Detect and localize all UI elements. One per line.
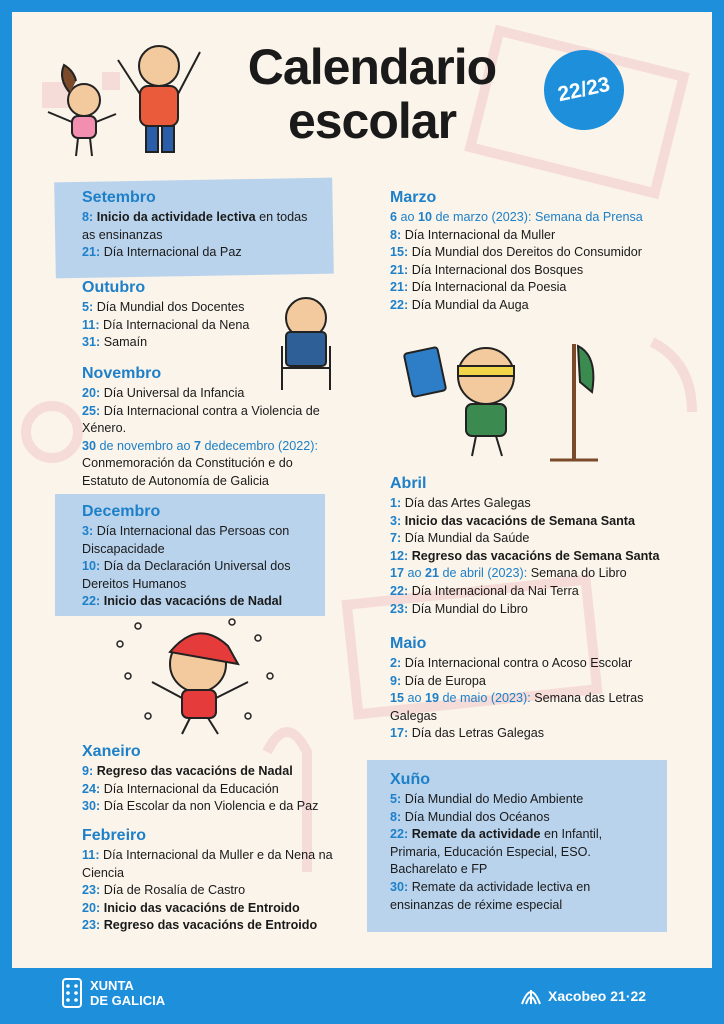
- xaneiro-section: [82, 742, 342, 816]
- xaneiro-heading: Xaneiro: [82, 743, 141, 760]
- abril-section: [390, 474, 680, 618]
- abril-row: 3: Inicio das vacacións de Semana Santa: [390, 513, 635, 528]
- outubro-heading: Outubro: [82, 279, 146, 296]
- xuno-row: 5: Día Mundial do Medio Ambiente: [390, 792, 584, 806]
- abril-row: 22: Día Internacional da Nai Terra: [390, 583, 579, 598]
- xaneiro-row: 9: Regreso das vacacións de Nadal: [82, 764, 293, 778]
- decembro-section: [82, 502, 314, 611]
- abril-row: 7: Día Mundial da Saúde: [390, 531, 530, 546]
- coat-rack-kid-illustration: [400, 324, 620, 464]
- setembro-row: 8: Inicio da actividade lectiva en todas as ensinanzas: [82, 210, 308, 242]
- decembro-heading: Decembro: [82, 503, 161, 520]
- febreiro-heading: Febreiro: [82, 827, 147, 844]
- febreiro-row: 20: Inicio das vacacións de Entroido: [82, 900, 300, 915]
- school-year-badge: 22/23: [537, 43, 632, 138]
- xunta-logo-line-1: XUNTA: [90, 978, 134, 993]
- xuno-row: 8: Día Mundial dos Océanos: [390, 809, 550, 824]
- xuno-section: [390, 770, 652, 914]
- outubro-section: [82, 278, 282, 352]
- decembro-row: 3: Día Internacional das Persoas con Discapacidade: [82, 524, 290, 556]
- xunta-logo[interactable]: [62, 978, 165, 1008]
- xacobeo-label: Xacobeo 21·22: [548, 988, 647, 1004]
- marzo-row: 8: Día Internacional da Muller: [390, 227, 556, 242]
- maio-row: 9: Día de Europa: [390, 673, 486, 688]
- abril-heading: Abril: [390, 475, 427, 492]
- marzo-row: 21: Día Internacional da Poesia: [390, 280, 567, 295]
- novembro-section: [82, 364, 334, 491]
- abril-row: 1: Día das Artes Galegas: [390, 496, 531, 510]
- novembro-row: 20: Día Universal da Infancia: [82, 386, 245, 400]
- decembro-row: 10: Día da Declaración Universal dos Dereitos Humanos: [82, 559, 291, 591]
- abril-row: 23: Día Mundial do Libro: [390, 601, 528, 616]
- maio-row: 17: Día das Letras Galegas: [390, 726, 545, 741]
- title-line-2: escolar: [287, 93, 457, 149]
- febreiro-row: 23: Día de Rosalía de Castro: [82, 883, 246, 898]
- outubro-row: 11: Día Internacional da Nena: [82, 317, 250, 332]
- febreiro-section: [82, 826, 342, 935]
- maio-section: [390, 634, 680, 743]
- xaneiro-row: 30: Día Escolar da non Violencia e da Paz: [82, 799, 319, 814]
- santa-hat-kid-illustration: [108, 616, 278, 736]
- xuno-row: 30: Remate da actividade lectiva en ensinanzas de réxime especial: [390, 879, 591, 912]
- novembro-range-row: 30 de novembro ao 7 dedecembro (2022): Conmemoración da Constitución e do Estatuto de Autonomía de Galicia: [82, 438, 318, 488]
- xaneiro-row: 24: Día Internacional da Educación: [82, 781, 279, 796]
- xuno-heading: Xuño: [390, 771, 430, 788]
- xacobeo-logo[interactable]: [520, 986, 646, 1006]
- marzo-row: 15: Día Mundial dos Dereitos do Consumidor: [390, 245, 643, 260]
- title-line-1: Calendario: [247, 39, 497, 95]
- marzo-row: 21: Día Internacional dos Bosques: [390, 262, 584, 277]
- novembro-row: 25: Día Internacional contra a Violencia de Xénero.: [82, 403, 320, 436]
- abril-row: 12: Regreso das vacacións de Semana Santa: [390, 548, 660, 563]
- maio-heading: Maio: [390, 635, 427, 652]
- marzo-range-row: 6 ao 10 de marzo (2023): Semana da Prensa: [390, 210, 643, 224]
- maio-row: 2: Día Internacional contra o Acoso Escolar: [390, 656, 633, 670]
- febreiro-row: 23: Regreso das vacacións de Entroido: [82, 918, 318, 933]
- kids-illustration: [34, 38, 214, 163]
- maio-range-row: 15 ao 19 de maio (2023): Semana das Letras Galegas: [390, 691, 644, 723]
- novembro-heading: Novembro: [82, 365, 162, 382]
- setembro-section: [82, 188, 310, 262]
- abril-range-row: 17 ao 21 de abril (2023): Semana do Libro: [390, 566, 627, 581]
- outubro-row: 5: Día Mundial dos Docentes: [82, 300, 245, 314]
- febreiro-row: 11: Día Internacional da Muller e da Nena na Ciencia: [82, 848, 333, 880]
- galicia-shield-icon: [62, 978, 82, 1008]
- marzo-row: 22: Día Mundial da Auga: [390, 297, 529, 312]
- marzo-section: [390, 188, 680, 315]
- xacobeo-shell-icon: [520, 986, 542, 1006]
- setembro-row: 21: Día Internacional da Paz: [82, 245, 242, 260]
- setembro-heading: Setembro: [82, 189, 156, 206]
- decembro-row: 22: Inicio das vacacións de Nadal: [82, 594, 283, 609]
- xuno-row: 22: Remate da actividade en Infantil, Primaria, Educación Especial, ESO. Bacharelato e FP: [390, 827, 603, 877]
- page-title: [212, 40, 532, 148]
- outubro-row: 31: Samaín: [82, 335, 148, 350]
- marzo-heading: Marzo: [390, 189, 437, 206]
- xunta-logo-line-2: DE GALICIA: [90, 993, 166, 1008]
